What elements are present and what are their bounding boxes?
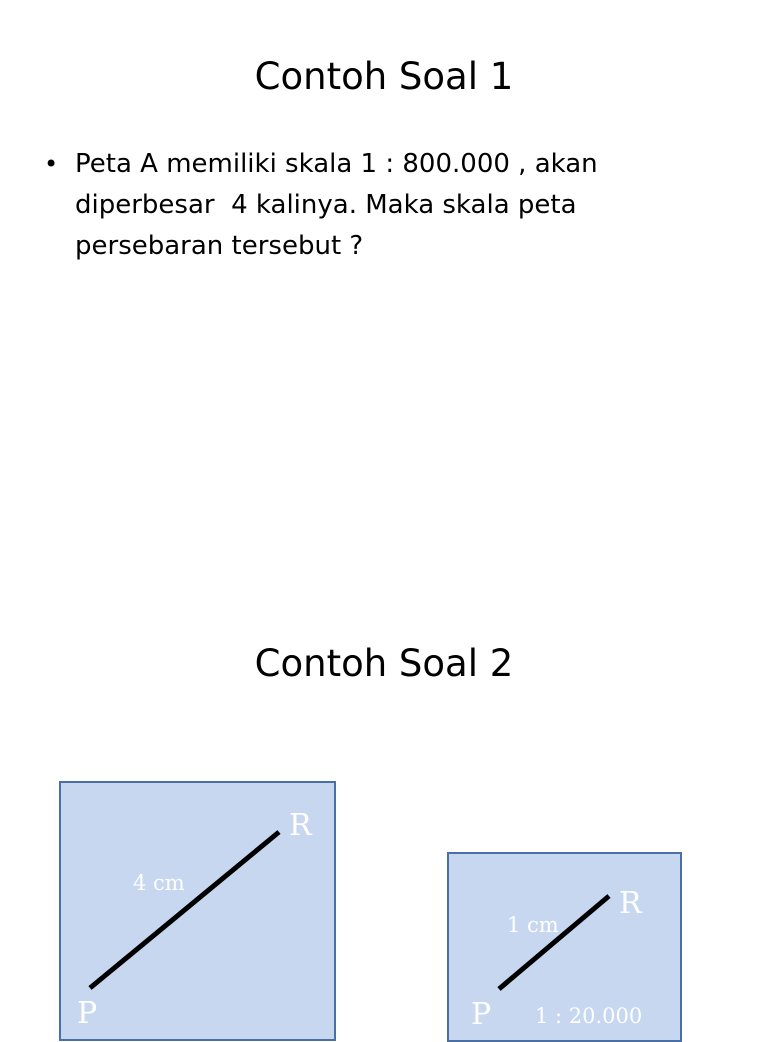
map-2-scale-label: 1 : 20.000 [535, 1004, 643, 1028]
question-1-line: persebaran tersebut ? [75, 231, 364, 261]
bullet-dot-icon: • [44, 150, 59, 178]
map-1-point-p: P [77, 996, 98, 1031]
question-1-line: Peta A memiliki skala 1 : 800.000 , akan [75, 149, 598, 179]
map-1-distance-label: 4 cm [133, 871, 185, 895]
map-1-segment-pr [90, 832, 279, 988]
question-1-bullet [44, 144, 644, 267]
map-diagram-large [59, 781, 336, 1041]
map-diagram-small [447, 852, 682, 1042]
map-2-distance-label: 1 cm [507, 913, 559, 937]
slide-1-title: Contoh Soal 1 [254, 55, 514, 98]
map-1-point-r: R [289, 808, 312, 843]
map-2-point-p: P [471, 997, 492, 1032]
map-2-segment-pr [499, 896, 609, 989]
slide-2-title: Contoh Soal 2 [254, 642, 514, 685]
question-1-text [75, 144, 644, 267]
map-2-point-r: R [619, 886, 642, 921]
question-1-line: diperbesar 4 kalinya. Maka skala peta [75, 190, 577, 220]
